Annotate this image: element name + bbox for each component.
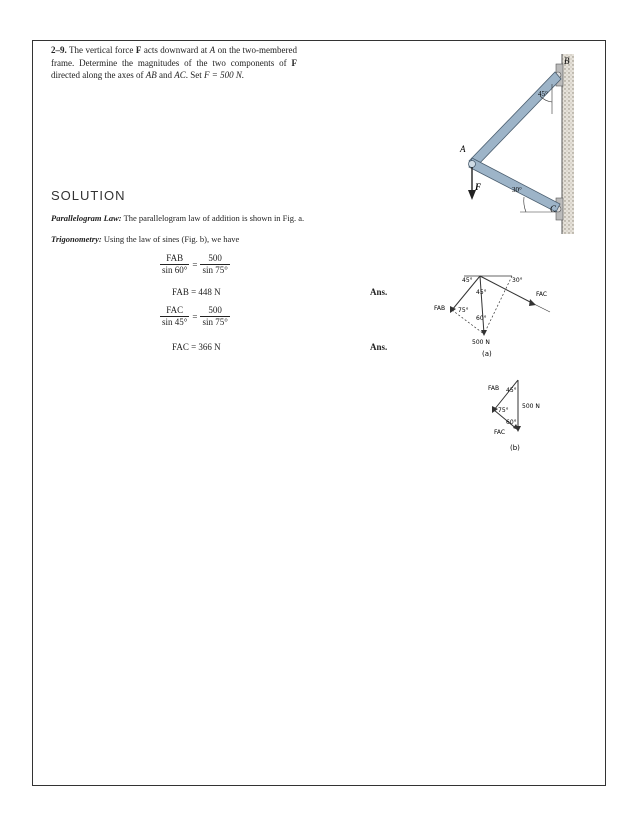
sketch-b-angle-45: 45° bbox=[506, 387, 517, 394]
eq1-rhs-den: sin 75° bbox=[202, 265, 228, 275]
wall bbox=[562, 54, 574, 234]
eq2-lhs bbox=[160, 305, 189, 328]
eq2-rhs-den: sin 75° bbox=[202, 317, 228, 327]
parallelogram-law-line bbox=[51, 213, 304, 223]
eq1-lhs bbox=[160, 253, 189, 276]
problem-text-4: directed along the axes of bbox=[51, 70, 146, 80]
sketch-a-force-head bbox=[481, 330, 487, 336]
sketch-a-force bbox=[480, 276, 484, 334]
parallelogram-lead: Parallelogram Law: bbox=[51, 213, 122, 223]
member-ab: AB bbox=[145, 70, 157, 80]
point-a: A bbox=[209, 45, 216, 55]
label-a: A bbox=[460, 144, 466, 154]
sketch-b-angle-60: 60° bbox=[506, 419, 517, 426]
angle-arc-c bbox=[524, 197, 526, 212]
angle-label-c: 30° bbox=[512, 186, 522, 194]
sketch-b-caption: (b) bbox=[510, 444, 520, 452]
joint-a bbox=[469, 161, 476, 168]
solution-heading: SOLUTION bbox=[51, 188, 126, 203]
label-f: F bbox=[475, 182, 482, 192]
label-b: B bbox=[564, 56, 570, 66]
equation-2 bbox=[160, 305, 230, 328]
eq1-equals: = bbox=[192, 259, 198, 270]
sketch-a-dash-2 bbox=[484, 276, 512, 334]
result-1: FAB = 448 N bbox=[172, 287, 221, 297]
eq2-den: sin 45° bbox=[162, 317, 188, 327]
sketch-a-angle-75: 75° bbox=[458, 307, 469, 314]
member-ab-bar bbox=[469, 72, 561, 168]
label-c: C bbox=[550, 204, 557, 214]
eq1-den: sin 60° bbox=[162, 265, 188, 275]
sketch-a bbox=[432, 268, 562, 360]
problem-text-2: acts downward at bbox=[141, 45, 210, 55]
eq2-rhs-num: 500 bbox=[200, 305, 229, 317]
sketch-b-fab-label: FAB bbox=[488, 385, 500, 392]
eq1-rhs bbox=[200, 253, 229, 276]
sketch-b-fac-label: FAC bbox=[494, 429, 506, 436]
result-2: FAC = 366 N bbox=[172, 342, 221, 352]
trig-lead: Trigonometry: bbox=[51, 234, 102, 244]
sketch-a-fac-label: FAC bbox=[536, 291, 548, 298]
sketch-b bbox=[476, 372, 556, 456]
eq2-num: FAC bbox=[160, 305, 189, 317]
eq1-rhs-num: 500 bbox=[200, 253, 229, 265]
problem-number: 2–9. bbox=[51, 45, 67, 55]
sketch-b-angle-75: 75° bbox=[498, 407, 509, 414]
problem-text-5: and bbox=[156, 70, 175, 80]
eq1-num: FAB bbox=[160, 253, 189, 265]
given-force: F = 500 N. bbox=[204, 70, 245, 80]
problem-text-3: on the two-membered frame. Determine the magnitudes of the two components of bbox=[51, 45, 298, 68]
sketch-a-fac bbox=[480, 276, 534, 304]
problem-text-1: The vertical force bbox=[69, 45, 136, 55]
sketch-a-ext bbox=[534, 304, 550, 312]
sketch-a-angle-60: 60° bbox=[476, 315, 487, 322]
problem-statement bbox=[51, 44, 297, 82]
answer-label-1: Ans. bbox=[370, 287, 388, 297]
sketch-a-fac-head bbox=[529, 299, 536, 306]
sketch-a-angle-30: 30° bbox=[512, 277, 523, 284]
sketch-a-angle-45b: 45° bbox=[476, 289, 487, 296]
eq2-equals: = bbox=[192, 311, 198, 322]
sketch-a-angle-45a: 45° bbox=[462, 277, 473, 284]
member-ac-bar bbox=[469, 158, 560, 212]
equation-1 bbox=[160, 253, 230, 276]
sketch-a-fab-label: FAB bbox=[434, 305, 446, 312]
force-symbol-2: F bbox=[291, 57, 297, 68]
sketch-a-caption: (a) bbox=[482, 350, 492, 358]
parallelogram-text: The parallelogram law of addition is shown in Fig. a. bbox=[121, 213, 305, 223]
problem-text-6: . Set bbox=[185, 70, 204, 80]
force-symbol: F bbox=[135, 45, 142, 55]
trigonometry-line bbox=[51, 234, 239, 244]
trig-text: Using the law of sines (Fig. b), we have bbox=[101, 234, 240, 244]
eq2-rhs bbox=[200, 305, 229, 328]
sketch-a-fab-head bbox=[450, 306, 456, 313]
answer-label-2: Ans. bbox=[370, 342, 388, 352]
sketch-b-force-label: 500 N bbox=[522, 403, 540, 410]
member-ac: AC bbox=[174, 70, 186, 80]
angle-label-b: 45° bbox=[538, 90, 548, 98]
sketch-a-force-label: 500 N bbox=[472, 339, 490, 346]
frame-figure bbox=[440, 44, 590, 244]
